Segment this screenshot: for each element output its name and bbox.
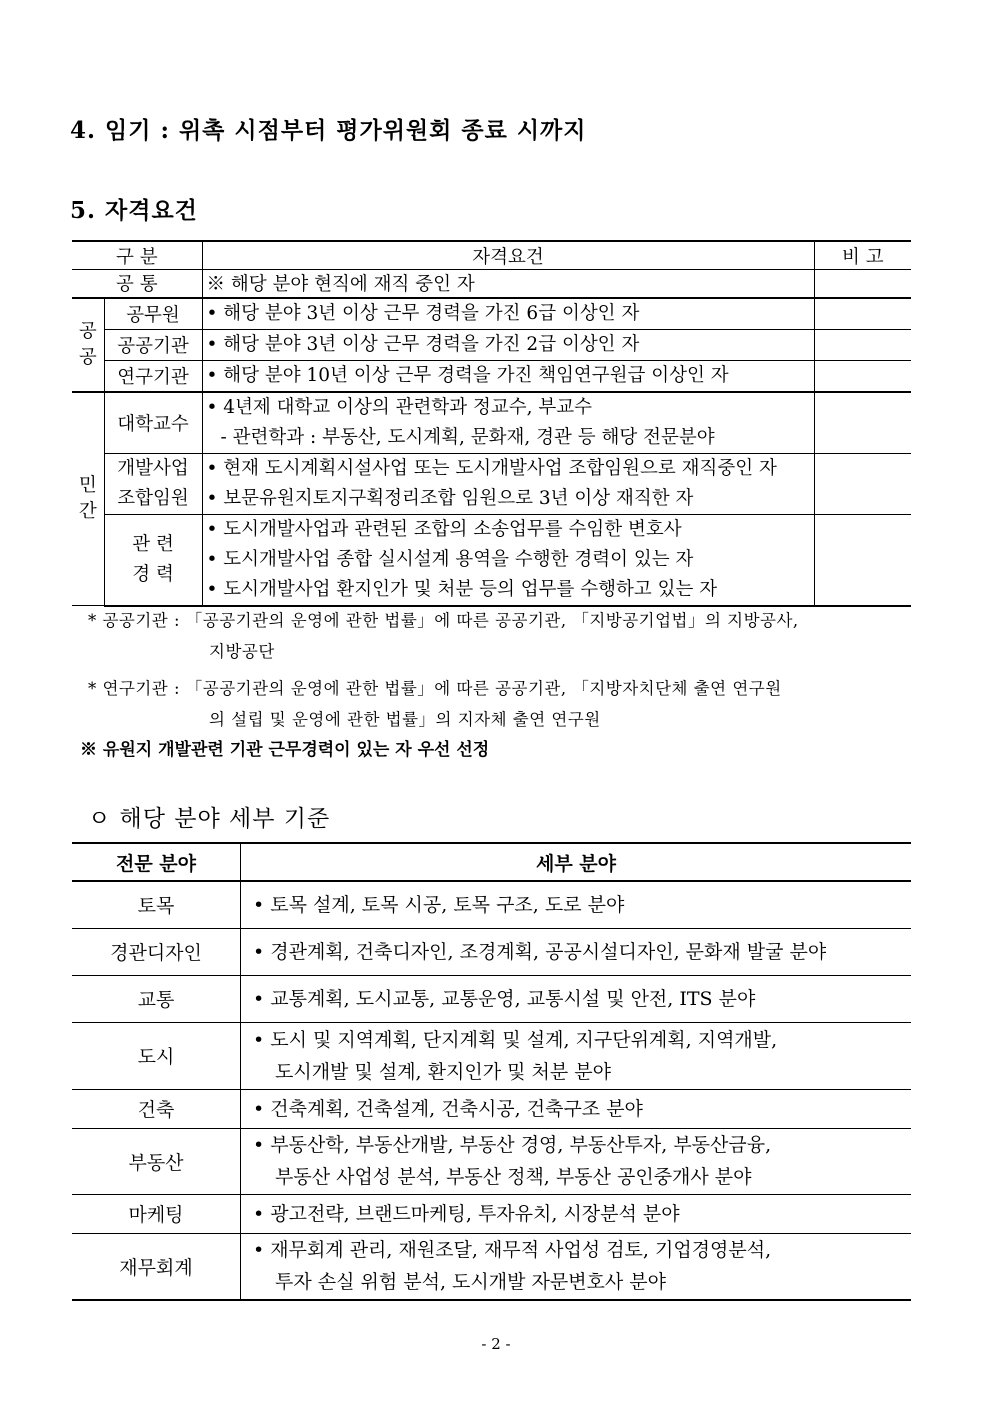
field-name: 도시 xyxy=(72,1022,241,1089)
common-row xyxy=(72,270,911,298)
union-text xyxy=(202,453,814,514)
field-detail-line: • 건축계획, 건축설계, 건축시공, 건축구조 분야 xyxy=(253,1097,643,1120)
public-row-3 xyxy=(72,360,911,392)
header-requirement: 자격요건 xyxy=(202,241,814,270)
note1-line-1: * 공공기관 : 「공공기관의 운영에 관한 법률」에 따른 공공기관, 「지방공기업법」의 지방공사, xyxy=(88,611,799,630)
field-detail-line: • 광고전략, 브랜드마케팅, 투자유치, 시장분석 분야 xyxy=(253,1202,680,1225)
page-number: - 2 - xyxy=(481,1335,511,1353)
common-label: 공 통 xyxy=(72,270,202,298)
common-remark xyxy=(814,270,911,298)
professor-label: 대학교수 xyxy=(104,392,202,454)
field-row xyxy=(72,1128,911,1194)
field-detail-line: • 토목 설계, 토목 시공, 토목 구조, 도로 분야 xyxy=(253,893,625,916)
professor-row xyxy=(72,392,911,454)
field-name: 경관디자인 xyxy=(72,928,241,975)
field-detail-line: 부동산 사업성 분석, 부동산 정책, 부동산 공인중개사 분야 xyxy=(275,1166,752,1188)
field-detail xyxy=(241,928,912,975)
field-detail xyxy=(241,881,912,928)
field-name: 교통 xyxy=(72,975,241,1022)
field-name: 재무회계 xyxy=(72,1233,241,1300)
public-group-label: 공 공 xyxy=(72,298,104,392)
experience-label-1: 관 련 xyxy=(132,533,174,555)
public-label-2: 공공기관 xyxy=(104,329,202,360)
detail-criteria-heading: ㅇ 해당 분야 세부 기준 xyxy=(88,806,331,832)
field-row xyxy=(72,881,911,928)
field-row xyxy=(72,928,911,975)
experience-text xyxy=(202,514,814,606)
field-detail-table xyxy=(72,842,911,1301)
public-row-1 xyxy=(72,298,911,330)
field-row xyxy=(72,1233,911,1300)
field-row xyxy=(72,1089,911,1128)
note-research-institution xyxy=(88,673,928,735)
experience-row xyxy=(72,514,911,606)
professor-line-1: • 4년제 대학교 이상의 관련학과 정교수, 부교수 xyxy=(206,396,593,418)
note2-line-2: 의 설립 및 운영에 관한 법률」의 지자체 출연 연구원 xyxy=(209,710,601,729)
remark-cell xyxy=(814,360,911,392)
field-detail xyxy=(241,975,912,1022)
header-field: 전문 분야 xyxy=(72,843,241,881)
field-name: 토목 xyxy=(72,881,241,928)
union-label-1: 개발사업 xyxy=(117,457,189,479)
remark-cell xyxy=(814,298,911,330)
field-row xyxy=(72,975,911,1022)
union-label-2: 조합임원 xyxy=(117,487,189,509)
field-detail-line: • 재무회계 관리, 재원조달, 재무적 사업성 검토, 기업경영분석, xyxy=(253,1239,772,1262)
experience-label xyxy=(104,514,202,606)
public-text-1: • 해당 분야 3년 이상 근무 경력을 가진 6급 이상인 자 xyxy=(202,298,814,330)
field-detail xyxy=(241,1233,912,1300)
public-text-3: • 해당 분야 10년 이상 근무 경력을 가진 책임연구원급 이상인 자 xyxy=(202,360,814,392)
section-5-title: 5. 자격요건 xyxy=(70,197,198,224)
common-text: ※ 해당 분야 현직에 재직 중인 자 xyxy=(202,270,814,298)
experience-line-1: • 도시개발사업과 관련된 조합의 소송업무를 수임한 변호사 xyxy=(206,518,682,540)
section-4-term: 4. 임기 : 위촉 시점부터 평가위원회 종료 시까지 xyxy=(70,117,587,144)
field-detail xyxy=(241,1194,912,1233)
public-row-2 xyxy=(72,329,911,360)
field-detail-line: • 경관계획, 건축디자인, 조경계획, 공공시설디자인, 문화재 발굴 분야 xyxy=(253,940,827,963)
qualification-table xyxy=(72,240,911,607)
note1-line-2: 지방공단 xyxy=(209,642,275,661)
field-row xyxy=(72,1194,911,1233)
field-name: 건축 xyxy=(72,1089,241,1128)
qual-header-row xyxy=(72,241,911,270)
public-text-2: • 해당 분야 3년 이상 근무 경력을 가진 2급 이상인 자 xyxy=(202,329,814,360)
private-group-label: 민 간 xyxy=(72,392,104,606)
experience-line-2: • 도시개발사업 종합 실시설계 용역을 수행한 경력이 있는 자 xyxy=(206,548,694,570)
professor-line-2: - 관련학과 : 부동산, 도시계획, 문화재, 경관 등 해당 전문분야 xyxy=(220,426,715,448)
header-category: 구 분 xyxy=(72,241,202,270)
union-row xyxy=(72,453,911,514)
remark-cell xyxy=(814,453,911,514)
field-row xyxy=(72,1022,911,1089)
union-line-2: • 보문유원지토지구획정리조합 임원으로 3년 이상 재직한 자 xyxy=(206,487,694,509)
note-public-institution xyxy=(88,605,928,667)
field-detail-line: 투자 손실 위험 분석, 도시개발 자문변호사 분야 xyxy=(275,1271,667,1294)
field-name: 마케팅 xyxy=(72,1194,241,1233)
experience-label-2: 경 력 xyxy=(132,563,174,585)
field-detail-line: • 교통계획, 도시교통, 교통운영, 교통시설 및 안전, ITS 분야 xyxy=(253,987,756,1010)
public-label-3: 연구기관 xyxy=(104,360,202,392)
field-name: 부동산 xyxy=(72,1128,241,1194)
experience-line-3: • 도시개발사업 환지인가 및 처분 등의 업무를 수행하고 있는 자 xyxy=(206,578,718,600)
remark-cell xyxy=(814,329,911,360)
remark-cell xyxy=(814,514,911,606)
union-line-1: • 현재 도시계획시설사업 또는 도시개발사업 조합임원으로 재직중인 자 xyxy=(206,457,777,479)
field-header-row xyxy=(72,843,911,881)
priority-note: ※ 유원지 개발관련 기관 근무경력이 있는 자 우선 선정 xyxy=(80,740,490,760)
union-label xyxy=(104,453,202,514)
field-detail-line: • 부동산학, 부동산개발, 부동산 경영, 부동산투자, 부동산금융, xyxy=(253,1134,772,1156)
field-detail xyxy=(241,1022,912,1089)
field-detail xyxy=(241,1089,912,1128)
header-detail: 세부 분야 xyxy=(241,843,912,881)
professor-text xyxy=(202,392,814,454)
field-detail-line: • 도시 및 지역계획, 단지계획 및 설계, 지구단위계획, 지역개발, xyxy=(253,1028,778,1051)
field-detail-line: 도시개발 및 설계, 환지인가 및 처분 분야 xyxy=(275,1060,611,1083)
note2-line-1: * 연구기관 : 「공공기관의 운영에 관한 법률」에 따른 공공기관, 「지방자치단체 출연 연구원 xyxy=(88,679,782,698)
remark-cell xyxy=(814,392,911,454)
public-label-1: 공무원 xyxy=(104,298,202,330)
header-remark: 비 고 xyxy=(814,241,911,270)
field-detail xyxy=(241,1128,912,1194)
